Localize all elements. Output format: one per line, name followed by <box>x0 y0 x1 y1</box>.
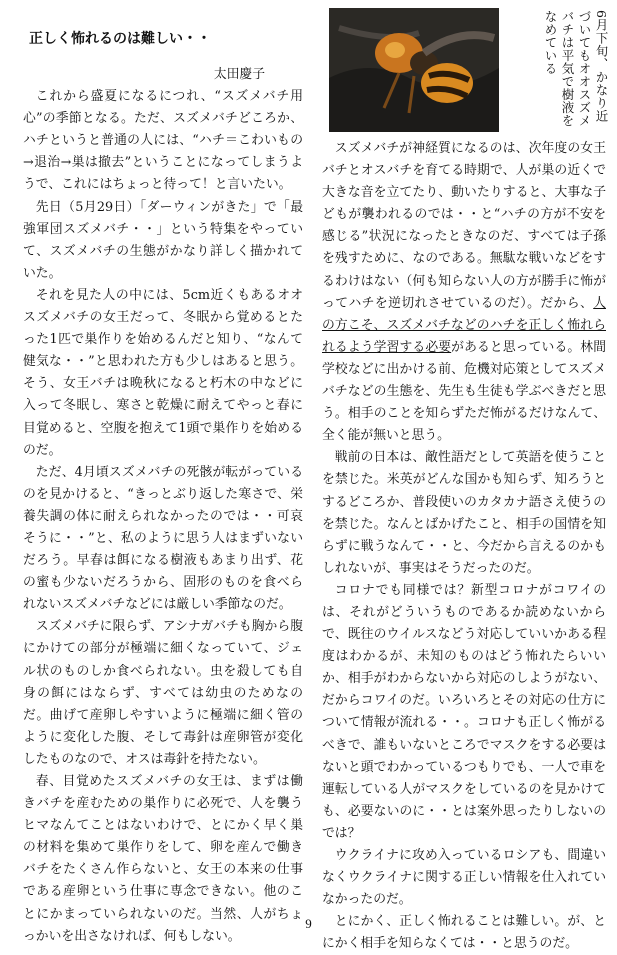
hornet-illustration <box>329 8 499 132</box>
paragraph <box>322 138 606 447</box>
paragraph: コロナでも同様では？新型コロナがコワイのは、それがどういうものであるか読めないからで、既往のウイルスなどう対応していいかある程度はわかるが、未知のものはどう怖れたらいいか、相手がわからないから対応のしようがない、だからコワイのだ。いろいろとその対応の仕方について情報が流れる・・。コロナも正しく怖がるべきで、誰もいないところでマスクをする必要はないと頭でわかっているつもりでも、一人で車を運転している人がマスクをしているのを見かけても、必要ないのに・・とは案外思ったりしないのでは？ <box>322 582 606 841</box>
paragraph: とにかく、正しく怖れることは難しい。が、とにかく相手を知らなくては・・と思うのだ。 <box>322 914 606 952</box>
underlined-text: 人の方こそ、スズメバチなどのハチを正しく怖れられるよう学習する必要 <box>322 295 606 355</box>
paragraph: ウクライナに攻め入っているロシアも、間違いなくウクライナに関する正しい情報を仕入れていなかったのだ。 <box>322 848 606 908</box>
page-number: 9 <box>305 916 312 931</box>
paragraph-text: スズメバチが神経質になるのは、次年度の女王バチとオスバチを育てる時期で、人が巣の近くで大きな音を立てたり、動いたりすると、大事な子どもが襲われるのでは・・と“ハチの方が不安を感じる”状況になったときなのだ、すべては子孫を残すために、なのである。無駄な戦いなどをするわけはない（何も知らない人の方が勝手に怖がってハチを逆切れさせているのだ）。だから、 <box>322 141 606 311</box>
paragraph: これから盛夏になるにつれ、“スズメバチ用心”の季節となる。ただ、スズメバチどころか、ハチというと普通の人には、“ハチ＝こわいもの→退治→巣は撤去”ということになってしまうようで、これにはちょっと待って！と言いたい。 <box>23 89 303 193</box>
paragraph: それを見た人の中には、5cm近くもあるオオスズメバチの女王だって、冬眠から覚めるとたった1匹で巣作りを始めるんだと知り、“なんて健気な・・”と思われた方も少しはあると思う。そう、女王バチは晩秋になると朽木の中などに入って冬眠し、寒さと乾燥に耐えてやっと春に目覚めると、空腹を抱えて1頭で巣作りを始めるのだ。 <box>23 287 303 458</box>
paragraph: 春、目覚めたスズメバチの女王は、まずは働きバチを産むための巣作りに必死で、人を襲うヒマなんてことはないわけで、とにかく早く巣の材料を集めて巣作りをして、卵を産んで働きバチをたくさん作らないと、女王の本来の仕事である産卵という仕事に専念できない。他のことにかまっていられないのだ。当然、人がちょっかいを出さなければ、何もしない。 <box>23 774 303 944</box>
right-column <box>322 138 606 955</box>
paragraph-text: があると思っている。林間学校などに出かける前、危機対応策としてスズメバチなどの生態を、先生も生徒も学ぶべきだと思う。相手のことを知らずただ怖がるだけなんて、全く能が無いと思う。 <box>322 339 607 444</box>
article-title: 正しく怖れるのは難しい・・ <box>29 31 211 47</box>
paragraph: 戦前の日本は、敵性語だとして英語を使うことを禁じた。米英がどんな国かも知らず、知ろうとするどころか、普段使いのカタカナ語さえ使うのを禁じた。なんとばかげたこと、相手の国情を知らずに戦うなんて・・と、今だから言えるのかもしれないが、事実はそうだったのだ。 <box>322 450 606 576</box>
paragraph: ただ、4月頃スズメバチの死骸が転がっているのを見かけると、“きっとぶり返した寒さで、栄養失調の体に耐えられなかったのでは・・可哀そうに・・”と、私のように思う人はまずいないだろう。早春は餌になる樹液もあまり出ず、花の蜜も少ないだろうから、固形のものを食べられないスズメバチなどには厳しい季節なのだ。 <box>23 464 303 613</box>
paragraph: スズメバチに限らず、アシナガバチも胸から腹にかけての部分が極端に細くなっていて、ジェル状のものしか食べられない。虫を殺しても自身の餌にはならず、すべては幼虫のためなのだ。曲げて産卵しやすいように極端に細く管のように変化した腹、そして毒針は産卵管が変化したものなので、オスは毒針を持たない。 <box>23 619 303 767</box>
left-column <box>23 26 303 948</box>
article-author: 太田慶子 <box>213 67 265 82</box>
hornet-photo <box>329 8 499 132</box>
paragraph: 先日（5月29日）「ダーウィンがきた」で「最強軍団スズメバチ・・」という特集をやっていて、スズメバチの生態がかなり詳しく描かれていた。 <box>23 199 303 281</box>
photo-caption: 6月下旬、かなり近づいてもオオスズメバチは平気で樹液をなめている <box>543 10 609 127</box>
